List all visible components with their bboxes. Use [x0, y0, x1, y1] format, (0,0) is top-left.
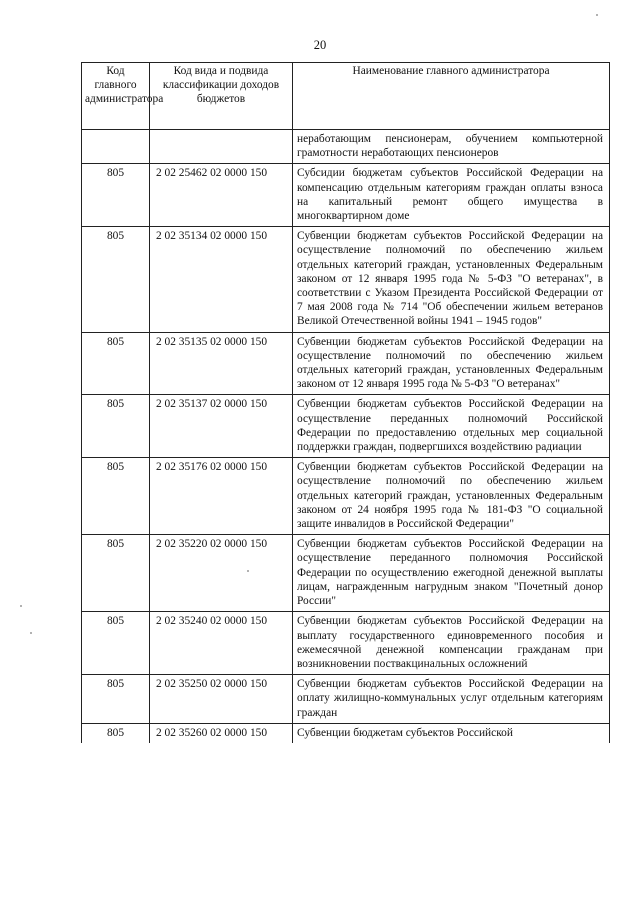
admin-code-cell: 805 — [82, 332, 150, 395]
admin-name-cell: Субвенции бюджетам субъектов Российской Федерации на осуществление полномочий по обеспечению жильем отдельных категорий граждан, установленных Федеральным законом от 12 января 1995 года № 5-ФЗ "О ветеранах" — [293, 332, 610, 395]
table-row — [82, 723, 610, 743]
table-row — [82, 164, 610, 227]
admin-name-cell: Субвенции бюджетам субъектов Российской Федерации на осуществление переданных полномочий Российской Федерации по предоставлению отдельных мер социальной поддержки граждан, подвергшихся воздействию радиации — [293, 395, 610, 458]
admin-name-cell: Субвенции бюджетам субъектов Российской Федерации на оплату жилищно-коммунальных услуг отдельным категориям граждан — [293, 675, 610, 724]
admin-code-cell: 805 — [82, 723, 150, 743]
classification-code-cell: 2 02 35220 02 0000 150 — [150, 535, 293, 612]
table-row — [82, 332, 610, 395]
admin-name-cell: Субвенции бюджетам субъектов Российской Федерации на осуществление переданного полномочия Российской Федерации по осуществлению ежегодной денежной выплаты лицам, награжденным нагрудным знаком "Почетный донор России" — [293, 535, 610, 612]
table-row — [82, 675, 610, 724]
classification-code-cell: 2 02 35250 02 0000 150 — [150, 675, 293, 724]
admin-name-cell: Субвенции бюджетам субъектов Российской — [293, 723, 610, 743]
header-admin-name: Наименование главного администратора — [293, 63, 610, 130]
table-row — [82, 458, 610, 535]
admin-code-cell: 805 — [82, 675, 150, 724]
scan-speck — [596, 14, 598, 16]
admin-name-cell: Субвенции бюджетам субъектов Российской Федерации на осуществление полномочий по обеспечению жильем отдельных категорий граждан, установленных Федеральным законом от 12 января 1995 года № 5-ФЗ "О ветеранах", в соответствии с Указом Президента Российской Федерации от 7 мая 2008 года № 714 "Об обеспечении жильем ветеранов Великой Отечественной войны 1941 – 1945 годов" — [293, 227, 610, 332]
classification-code-cell — [150, 130, 293, 164]
classification-code-cell: 2 02 35240 02 0000 150 — [150, 612, 293, 675]
revenue-administrators-table — [81, 62, 610, 743]
header-classification-code: Код вида и подвида классификации доходов бюджетов — [150, 63, 293, 130]
scan-speck — [30, 632, 32, 634]
classification-code-cell: 2 02 35137 02 0000 150 — [150, 395, 293, 458]
classification-code-cell: 2 02 35260 02 0000 150 — [150, 723, 293, 743]
page-number: 20 — [313, 38, 327, 52]
admin-name-cell: Субвенции бюджетам субъектов Российской Федерации на выплату государственного единовременного пособия и ежемесячной денежной компенсации гражданам при возникновении поствакцинальных осложнений — [293, 612, 610, 675]
scan-speck — [20, 605, 22, 607]
admin-name-cell: неработающим пенсионерам, обучением компьютерной грамотности неработающих пенсионеров — [293, 130, 610, 164]
admin-code-cell: 805 — [82, 458, 150, 535]
admin-name-cell: Субвенции бюджетам субъектов Российской Федерации на осуществление полномочий по обеспечению жильем отдельных категорий граждан, установленных Федеральным законом от 24 ноября 1995 года № 181-ФЗ "О социальной защите инвалидов в Российской Федерации" — [293, 458, 610, 535]
admin-code-cell: 805 — [82, 227, 150, 332]
table-row — [82, 227, 610, 332]
table-row — [82, 130, 610, 164]
table-row — [82, 612, 610, 675]
table-row — [82, 535, 610, 612]
admin-code-cell: 805 — [82, 164, 150, 227]
classification-code-cell: 2 02 35134 02 0000 150 — [150, 227, 293, 332]
classification-code-cell: 2 02 25462 02 0000 150 — [150, 164, 293, 227]
admin-name-cell: Субсидии бюджетам субъектов Российской Федерации на компенсацию отдельным категориям граждан оплаты взноса на капитальный ремонт общего имущества в многоквартирном доме — [293, 164, 610, 227]
table-header-row — [82, 63, 610, 130]
admin-code-cell — [82, 130, 150, 164]
classification-code-cell: 2 02 35176 02 0000 150 — [150, 458, 293, 535]
admin-code-cell: 805 — [82, 535, 150, 612]
header-admin-code: Код главного администратора — [82, 63, 150, 130]
admin-code-cell: 805 — [82, 612, 150, 675]
classification-code-cell: 2 02 35135 02 0000 150 — [150, 332, 293, 395]
admin-code-cell: 805 — [82, 395, 150, 458]
table-row — [82, 395, 610, 458]
